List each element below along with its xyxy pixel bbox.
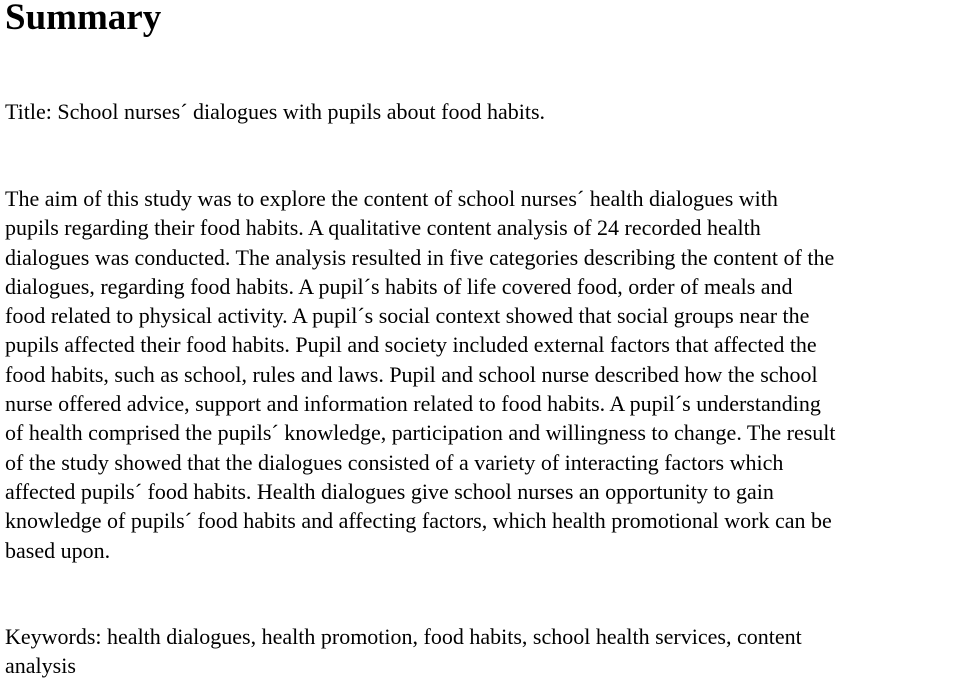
abstract-line: food related to physical activity. A pupil´s social context showed that social groups near the xyxy=(5,303,810,329)
keywords-line: analysis xyxy=(5,653,76,679)
abstract-line: knowledge of pupils´ food habits and affecting factors, which health promotional work can be xyxy=(5,508,832,534)
page-heading: Summary xyxy=(5,0,162,38)
abstract-line: nurse offered advice, support and information related to food habits. A pupil´s understanding xyxy=(5,391,821,417)
abstract-line: pupils affected their food habits. Pupil and society included external factors that affected the xyxy=(5,332,817,358)
abstract-line: of health comprised the pupils´ knowledge, participation and willingness to change. The result xyxy=(5,420,836,446)
abstract-line: dialogues, regarding food habits. A pupil´s habits of life covered food, order of meals and xyxy=(5,273,793,299)
keywords-line: Keywords: health dialogues, health promotion, food habits, school health services, content xyxy=(5,624,802,649)
abstract-line: affected pupils´ food habits. Health dialogues give school nurses an opportunity to gain xyxy=(5,478,774,504)
document-title-line: Title: School nurses´ dialogues with pupils about food habits. xyxy=(5,99,545,124)
abstract-paragraph xyxy=(5,184,960,565)
keywords-paragraph xyxy=(5,622,960,681)
abstract-line: The aim of this study was to explore the content of school nurses´ health dialogues with xyxy=(5,186,778,211)
abstract-line: food habits, such as school, rules and laws. Pupil and school nurse described how the school xyxy=(5,361,818,387)
abstract-line: pupils regarding their food habits. A qualitative content analysis of 24 recorded health xyxy=(5,215,761,241)
abstract-line: of the study showed that the dialogues consisted of a variety of interacting factors which xyxy=(5,449,784,475)
abstract-line: based upon. xyxy=(5,537,111,563)
abstract-line: dialogues was conducted. The analysis resulted in five categories describing the content of the xyxy=(5,244,835,270)
